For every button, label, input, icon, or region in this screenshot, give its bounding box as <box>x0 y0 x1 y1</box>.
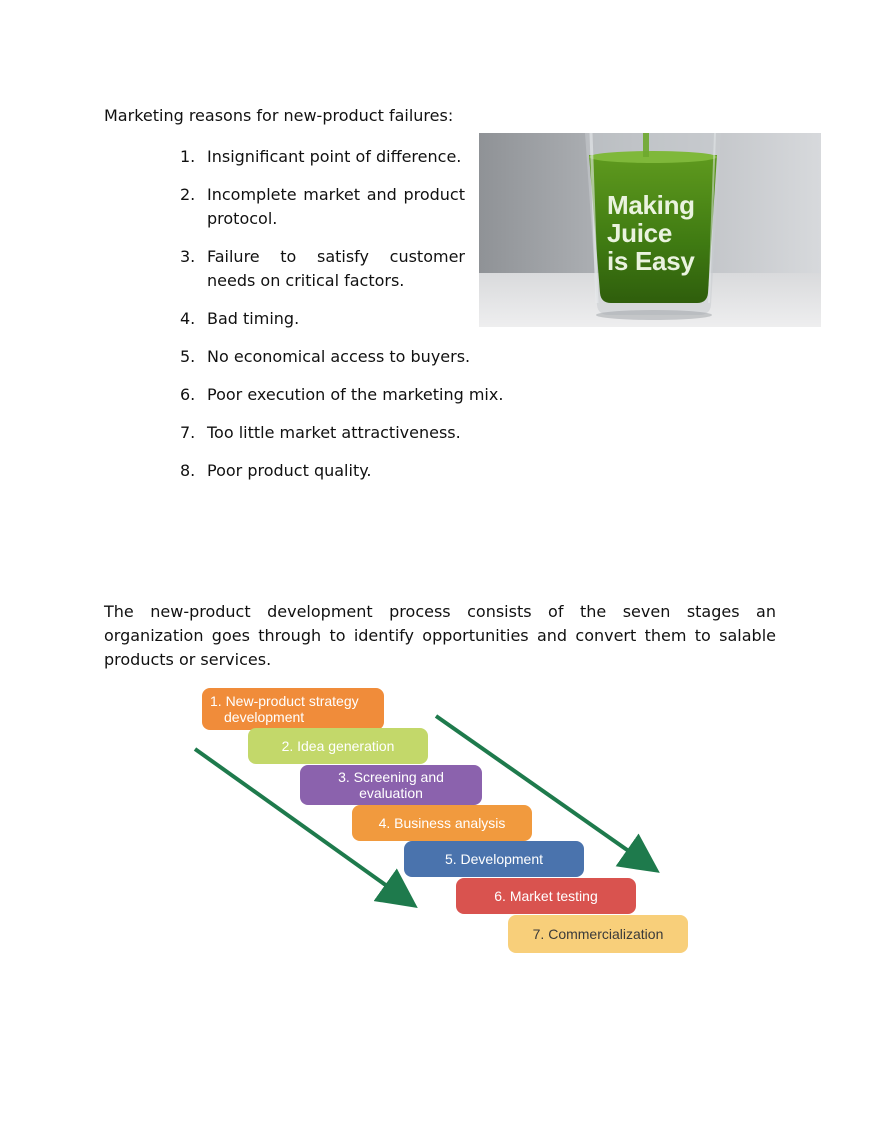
stage-label: 1. New-product strategy <box>210 693 359 709</box>
list-number: 8. <box>180 461 196 480</box>
section-heading: Marketing reasons for new-product failures: <box>104 106 454 125</box>
stage-label: evaluation <box>359 785 423 801</box>
list-text: Poor execution of the marketing mix. <box>207 385 504 404</box>
list-item <box>180 145 465 169</box>
list-number: 5. <box>180 347 196 366</box>
list-text: Failure to satisfy customer needs on critical factors. <box>207 247 465 290</box>
list-number: 6. <box>180 385 196 404</box>
failure-reasons-list <box>180 145 504 497</box>
stage-label: 7. Commercialization <box>532 926 664 942</box>
list-number: 7. <box>180 423 196 442</box>
photo-caption-line: Making <box>607 190 695 220</box>
stage-screening-evaluation <box>300 765 482 805</box>
list-number: 2. <box>180 185 196 204</box>
stage-business-analysis <box>352 805 532 841</box>
list-item <box>180 383 537 407</box>
photo-caption-line: is Easy <box>607 246 695 276</box>
list-text: Incomplete market and product protocol. <box>207 185 465 228</box>
stage-label: development <box>224 709 305 725</box>
stage-development <box>404 841 584 877</box>
stage-idea-generation <box>248 728 428 764</box>
stage-label: 4. Business analysis <box>378 815 506 831</box>
process-intro-paragraph: The new-product development process consists of the seven stages an organization goes through to identify opportunities and convert them to salable products or services. <box>104 602 776 669</box>
list-text: Bad timing. <box>207 309 300 328</box>
stage-label: 5. Development <box>444 851 544 867</box>
list-number: 1. <box>180 147 196 166</box>
list-item <box>180 421 537 445</box>
photo-caption-line: Juice <box>607 218 672 248</box>
list-item <box>180 459 537 483</box>
list-text: Poor product quality. <box>207 461 372 480</box>
photo-caption <box>607 191 695 275</box>
list-text: Insignificant point of difference. <box>207 147 462 166</box>
stage-new-product-strategy <box>202 688 384 730</box>
list-text: No economical access to buyers. <box>207 347 471 366</box>
list-item <box>180 183 465 231</box>
development-process-diagram <box>190 686 700 958</box>
list-number: 3. <box>180 247 196 266</box>
stage-market-testing <box>456 878 636 914</box>
stage-label: 2. Idea generation <box>281 738 395 754</box>
stage-commercialization <box>508 915 688 953</box>
list-number: 4. <box>180 309 196 328</box>
juice-photo <box>479 133 821 327</box>
stage-label: 3. Screening and <box>338 769 444 785</box>
list-item <box>180 245 465 293</box>
list-item <box>180 345 537 369</box>
list-text: Too little market attractiveness. <box>207 423 461 442</box>
stage-label: 6. Market testing <box>494 888 598 904</box>
